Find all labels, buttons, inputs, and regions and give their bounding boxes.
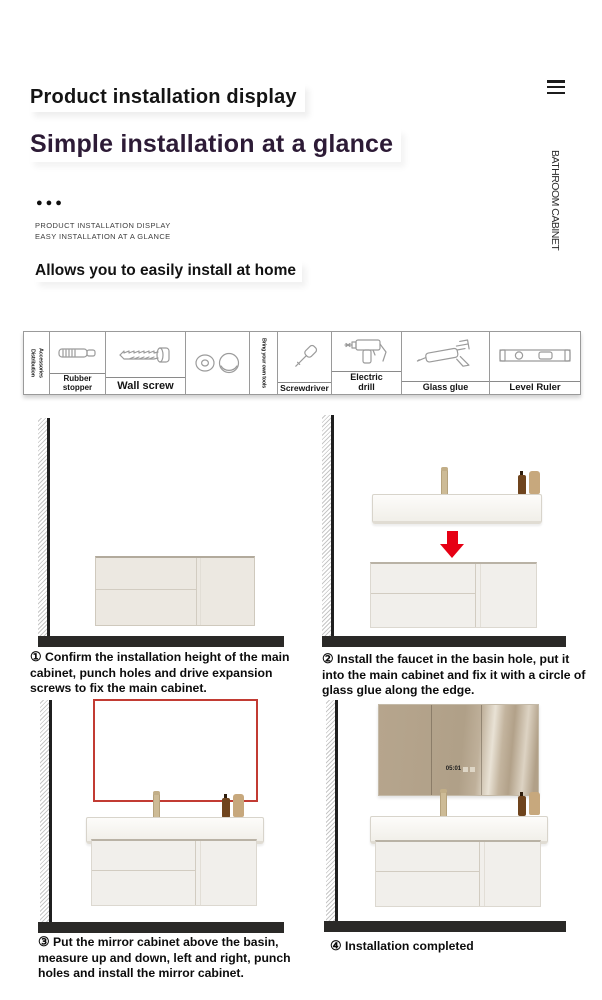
hamburger-menu-icon: [547, 80, 565, 97]
tool-electric-drill: [332, 332, 402, 394]
tool-screwdriver: [278, 332, 332, 394]
floor-bar: [38, 636, 284, 647]
tool-rubber-stopper: [50, 332, 106, 394]
electric-drill-label: Electric drill: [332, 371, 401, 394]
tagline-block: [35, 221, 171, 242]
floor-bar: [322, 636, 566, 647]
rubber-stopper-label: Rubber stopper: [50, 373, 105, 394]
main-cabinet: [91, 839, 257, 906]
faucet: [441, 469, 448, 496]
step-1-number: ①: [30, 649, 42, 664]
cabinet-drawers: [376, 842, 480, 906]
tool-washer-and-cap: [186, 332, 250, 394]
bottle-tan: [529, 471, 540, 494]
floor-bar: [38, 922, 284, 933]
step-2-caption: ② Install the faucet in the basin hole, put it into the main cabinet and fix it with a circle of glass glue along the edge.: [322, 651, 586, 697]
wall-screw-icon: [106, 332, 185, 377]
tool-wall-screw: [106, 332, 186, 394]
cabinet-door-seam: [480, 564, 481, 627]
cabinet-drawers: [92, 841, 196, 905]
mirror-seam: [431, 705, 432, 795]
wall-hatch: [38, 418, 50, 639]
wall-hatch: [322, 415, 334, 639]
mirror-position-outline: [93, 699, 258, 802]
faucet: [153, 793, 160, 820]
step-2-number: ②: [322, 651, 334, 666]
step-4-caption: ④ Installation completed: [330, 938, 474, 953]
bottle-dark: [518, 796, 526, 816]
mirror-clock-time: 05:01: [445, 766, 462, 773]
screwdriver-icon: [278, 332, 331, 382]
hamburger-bar: [547, 86, 565, 89]
rubber-stopper-icon: [50, 332, 105, 373]
tool-glass-glue: [402, 332, 490, 394]
step-3-number: ③: [38, 934, 50, 949]
decor-dots: ●●●: [36, 197, 65, 209]
cabinet-door-seam: [200, 841, 201, 905]
washer-and-cap-icon: [186, 332, 249, 394]
mirror-clock: [446, 766, 475, 772]
wall-hatch: [326, 700, 338, 926]
page-subtitle: Simple installation at a glance: [30, 129, 401, 162]
floor-bar: [324, 921, 566, 932]
hamburger-bar: [547, 92, 565, 95]
step-1-caption: ① Confirm the installation height of the main cabinet, punch holes and drive expansion screws to fix the main cabinet.: [30, 649, 290, 695]
glass-glue-icon: [402, 332, 489, 381]
tagline-line-2: EASY INSTALLATION AT A GLANCE: [35, 231, 171, 241]
intro-text: Allows you to easily install at home: [35, 261, 302, 282]
page-title: Product installation display: [30, 84, 305, 112]
cabinet-drawers: [96, 558, 197, 625]
electric-drill-icon: [332, 332, 401, 371]
bottle-tan: [233, 794, 244, 817]
own-tools-group-label: Bring your own tools: [260, 338, 267, 388]
step-4-number: ④: [330, 938, 342, 953]
cabinet-drawers: [371, 564, 476, 627]
cabinet-door-seam: [200, 558, 201, 625]
mirror-cabinet: [378, 704, 539, 796]
bottle-dark: [518, 475, 526, 495]
mirror-touch-button: [470, 767, 475, 772]
bottle-tan: [529, 792, 540, 815]
faucet: [440, 791, 447, 818]
mirror-touch-button: [463, 767, 468, 772]
hamburger-bar: [547, 80, 565, 83]
level-ruler-label: Level Ruler: [490, 381, 580, 395]
wall-screw-label: Wall screw: [106, 377, 185, 394]
tools-group-own-tools: [250, 332, 278, 394]
main-cabinet: [95, 556, 255, 626]
step-3-caption: ③ Put the mirror cabinet above the basin, measure up and down, left and right, punch holes and install the mirror cabinet.: [38, 934, 291, 980]
tools-group-accessories: [24, 332, 50, 394]
tagline-line-1: PRODUCT INSTALLATION DISPLAY: [35, 221, 171, 230]
bottle-dark: [222, 798, 230, 818]
wall-hatch: [40, 700, 52, 927]
accessories-group-label: Distribution Accessories: [29, 348, 44, 378]
basin-countertop: [372, 494, 542, 524]
red-down-arrow: [440, 531, 464, 558]
glass-glue-label: Glass glue: [402, 381, 489, 395]
main-cabinet: [370, 562, 537, 628]
cabinet-door-seam: [484, 842, 485, 906]
main-cabinet: [375, 840, 541, 907]
screwdriver-label: Screwdriver: [278, 382, 331, 395]
tools-strip: [23, 331, 581, 395]
level-ruler-icon: [490, 332, 580, 381]
mirror-seam: [481, 705, 482, 795]
tool-level-ruler: [490, 332, 580, 394]
side-vertical-label: BATHROOM CABINET: [549, 150, 561, 251]
